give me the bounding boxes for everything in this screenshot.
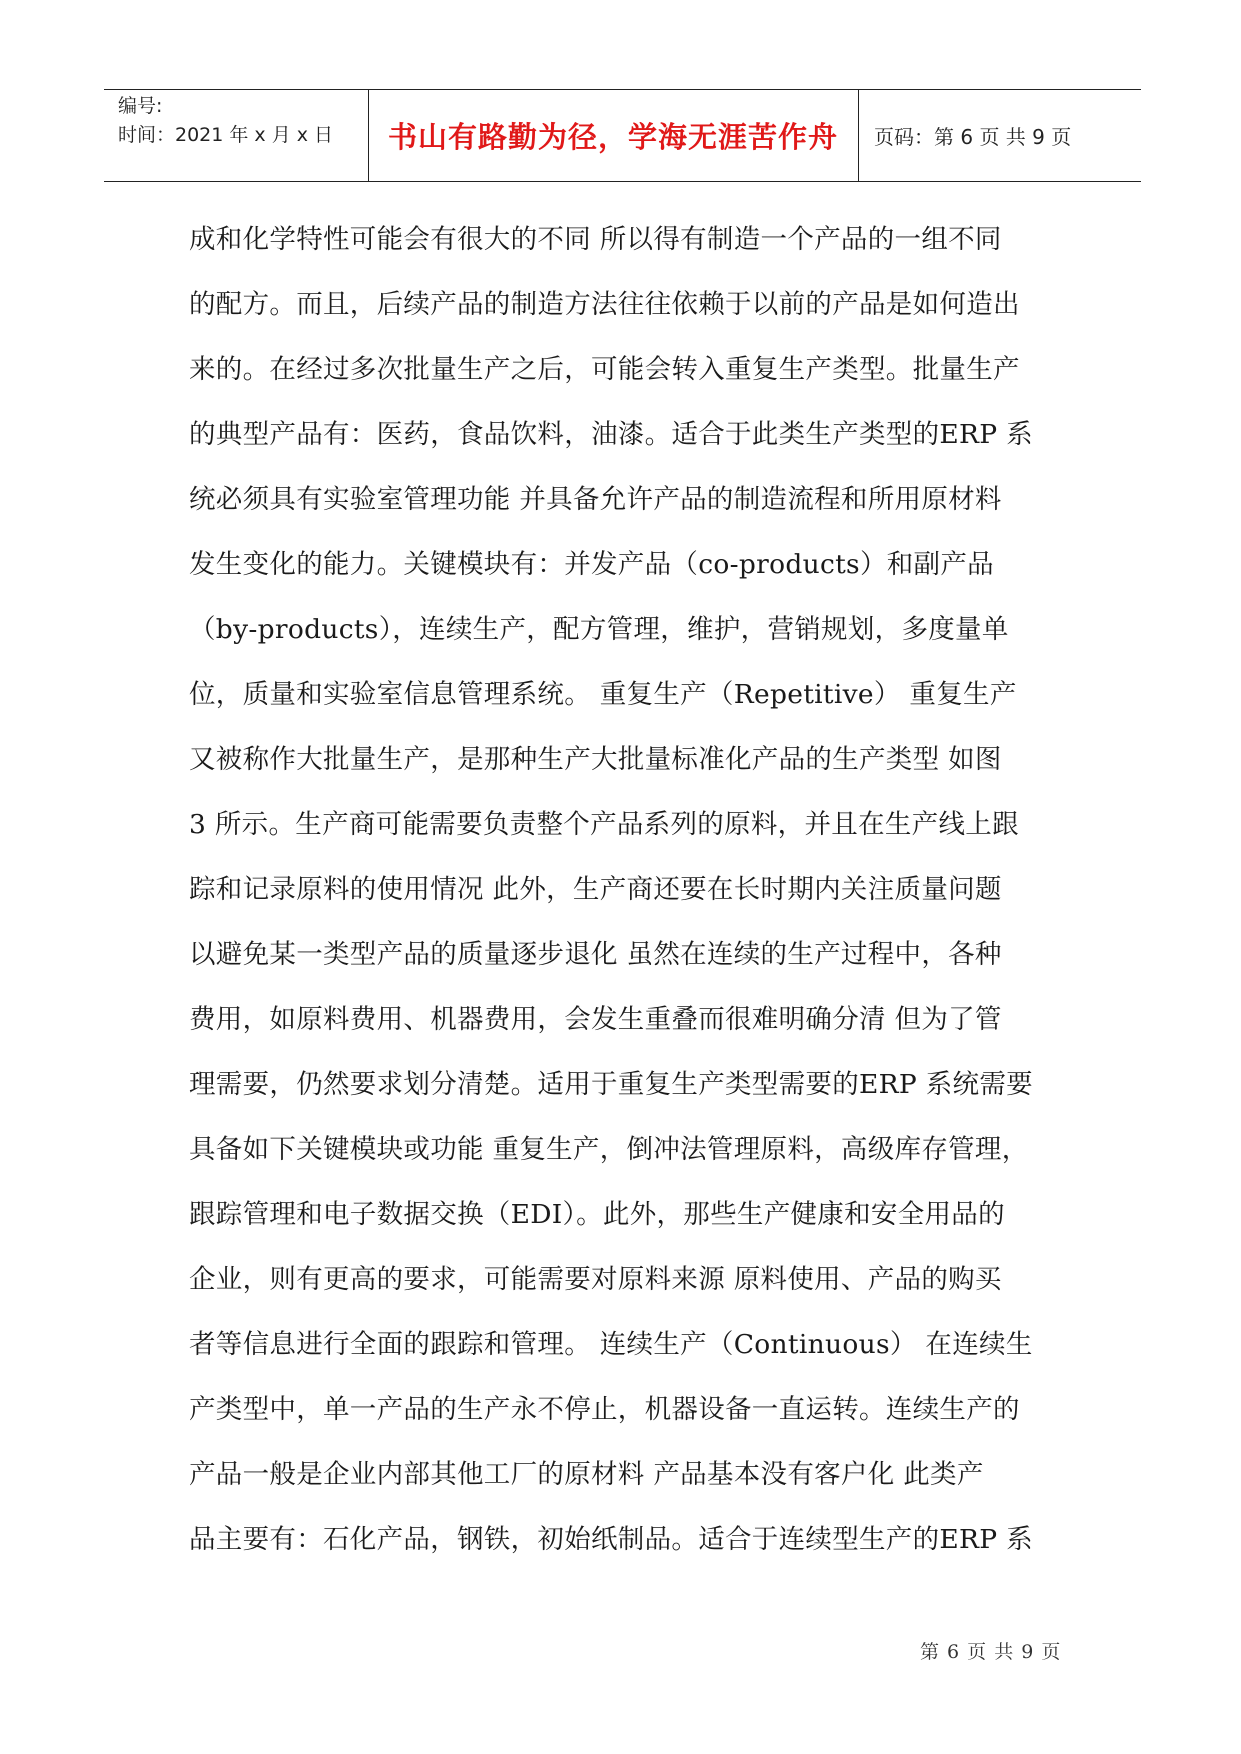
document-number-label: 编号: xyxy=(118,95,163,117)
body-line: 以避免某一类型产品的质量逐步退化 虽然在连续的生产过程中，各种 xyxy=(189,939,1002,970)
body-line: 费用，如原料费用、机器费用，会发生重叠而很难明确分清 但为了管 xyxy=(189,1004,1002,1035)
body-line: 产品一般是企业内部其他工厂的原材料 产品基本没有客户化 此类产 xyxy=(189,1459,984,1490)
body-line: 企业，则有更高的要求，可能需要对原料来源 原料使用、产品的购买 xyxy=(189,1264,1002,1295)
body-line: 又被称作大批量生产，是那种生产大批量标准化产品的生产类型 如图 xyxy=(189,744,1002,775)
header-page-number: 页码：第 6 页 共 9 页 xyxy=(874,124,1072,149)
body-line: 者等信息进行全面的跟踪和管理。 连续生产（Continuous） 在连续生 xyxy=(189,1329,1033,1360)
body-line: 具备如下关键模块或功能 重复生产，倒冲法管理原料，高级库存管理， xyxy=(189,1134,1029,1165)
body-line: 的典型产品有：医药，食品饮料，油漆。适合于此类生产类型的ERP 系 xyxy=(189,419,1033,450)
body-line: 产类型中，单一产品的生产永不停止，机器设备一直运转。连续生产的 xyxy=(189,1394,1020,1425)
body-line: 3 所示。生产商可能需要负责整个产品系列的原料，并且在生产线上跟 xyxy=(189,809,1019,840)
document-header xyxy=(104,89,1141,182)
page-footer: 第 6 页 共 9 页 xyxy=(920,1641,1062,1663)
document-date-label: 时间：2021 年 x 月 x 日 xyxy=(118,124,334,146)
header-meta xyxy=(118,92,333,150)
body-line: 踪和记录原料的使用情况 此外，生产商还要在长时期内关注质量问题 xyxy=(189,874,1002,905)
body-line: 发生变化的能力。关键模块有：并发产品（co-products）和副产品 xyxy=(189,549,994,580)
document-body xyxy=(189,216,1094,1581)
body-line: 品主要有：石化产品，钢铁，初始纸制品。适合于连续型生产的ERP 系 xyxy=(189,1524,1033,1555)
body-line: 位，质量和实验室信息管理系统。 重复生产（Repetitive） 重复生产 xyxy=(189,679,1017,710)
header-motto: 书山有路勤为径，学海无涯苦作舟 xyxy=(387,119,838,154)
body-line: 成和化学特性可能会有很大的不同 所以得有制造一个产品的一组不同 xyxy=(189,224,1002,255)
body-line: （by-products），连续生产，配方管理，维护，营销规划，多度量单 xyxy=(189,614,1009,645)
body-line: 统必须具有实验室管理功能 并具备允许产品的制造流程和所用原材料 xyxy=(189,484,1002,515)
body-line: 来的。在经过多次批量生产之后，可能会转入重复生产类型。批量生产 xyxy=(189,354,1020,385)
body-line: 跟踪管理和电子数据交换（EDI）。此外，那些生产健康和安全用品的 xyxy=(189,1199,1005,1230)
body-line: 的配方。而且，后续产品的制造方法往往依赖于以前的产品是如何造出 xyxy=(189,289,1020,320)
body-line: 理需要，仍然要求划分清楚。适用于重复生产类型需要的ERP 系统需要 xyxy=(189,1069,1033,1100)
